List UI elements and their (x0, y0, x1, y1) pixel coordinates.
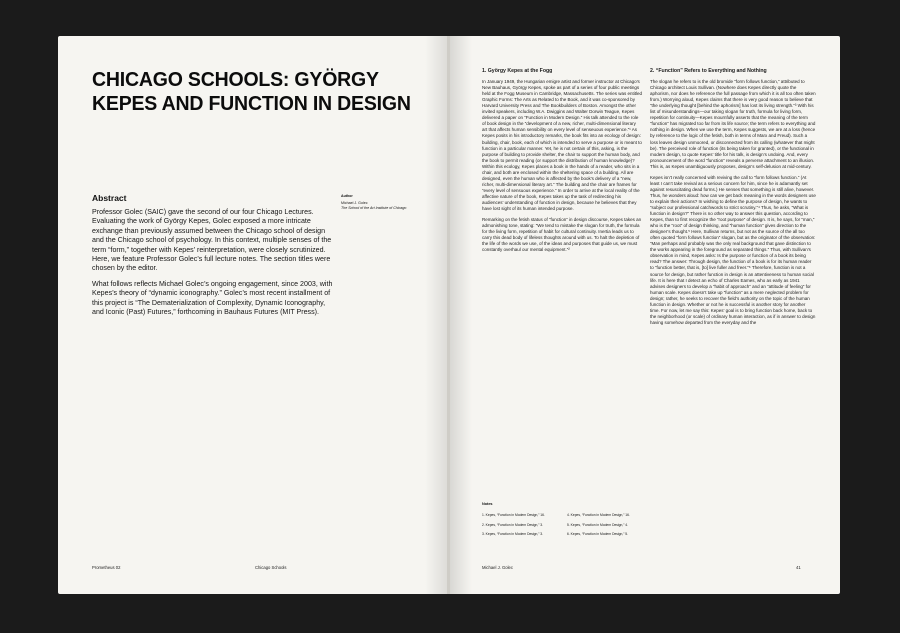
notes-section (482, 502, 642, 537)
abstract-body (92, 208, 336, 323)
section-heading: 1. György Kepes at the Fogg (482, 68, 553, 74)
body-paragraph: Kepes isn’t really concerned with reviving the call to “form follows function.” (At least I can’t take revival as a serious concern for him, since he is adamantly set against resuscitating dead forms.) He senses that something is still alive, however. Thus, he wonders aloud: how can we get back meaning in the words designers use to explain their actions? In wishing to define the purpose of design, he wants to “subject our professional catchwords to strict scrutiny.”⁴ Thus, he asks, “What is function in design?” There is no other way to answer this question, according to Kepes, than to first recognize the “root purpose” of design. It is, he says, for “man,” who is the “root” of design thinking, and “human function” gives direction to the designer’s thought.⁵ Here, Sullivan returns, but not as the source of the all too often quoted “form follows function” slogan, but as the originator of the observation: “Man perhaps and probably was the only real background that gave distinction to the works appearing in the foreground as separated things.” Thus, with Sullivan’s observation in mind, Kepes asks: Is the purpose or function of a book its being read? The answer: Through design, the function of a book is for its human reader to “function better, that is, [to] live fuller and freer.”⁶ Therefore, function is not a source for design, but rather function in design is an attentiveness to human social life. It is here that I detect an echo of Charles Eames, who as early as 1941 advises designers to develop a “habit of approach” and an “attitude of feeling” for human scale. Kepes doesn’t take up “function” as a mere neglected problem for design; rather, he seeks to recover the field’s authority on the topic of the human function in design. Whether or not he is successful is another story for another time. For now, let me say this: Kepes’ goal is to bring function back home, back to the neighborhood (or scale) of ordinary human interaction, as if in answer to design having somehow departed from the everyday and the (650, 174, 816, 325)
magazine-spread (58, 36, 840, 594)
abstract-heading: Abstract (92, 193, 127, 203)
footnote: 5. Kepes, “Function in Modern Design,” 4. (567, 522, 629, 527)
footer-author: Michael J. Golec (482, 565, 513, 570)
footnote: 2. Kepes, “Function in Modern Design,” 3. (482, 522, 544, 527)
footnote: 1. Kepes, “Function in Modern Design,” 16. (482, 513, 545, 517)
author-heading: Author (341, 194, 353, 198)
notes-heading: Notes (482, 502, 493, 506)
footnote: 4. Kepes, “Function in Modern Design,” 16. (567, 513, 630, 517)
left-page (58, 36, 447, 594)
footer-section: Chicago Schools (255, 565, 287, 570)
body-paragraph: Remarking on the fetish status of “function” in design discourse, Kepes takes an admonishing tone, stating: “We tend to mistake the slogan for truth, the formula for the living form, repetition of habit for cultural continuity. Inertia leads us to carry this dead body of lifeless thoughts around with us. To halt the depletion of the life of the words we use, of the ideas and purposes that guide us, we must constantly overhaul our mental equipment.”² (482, 217, 642, 253)
article-title: CHICAGO SCHOOLS: GYÖRGY KEPES AND FUNCTION IN DESIGN (92, 68, 411, 116)
column-1 (482, 68, 642, 258)
right-page (450, 36, 840, 594)
footnote: 6. Kepes, “Function in Modern Design,” 5. (567, 532, 629, 536)
section-heading: 2. “Function” Refers to Everything and Nothing (650, 68, 767, 74)
footnote: 3. Kepes, “Function in Modern Design,” 3. (482, 532, 544, 536)
page-number: 41 (796, 565, 801, 570)
abstract-paragraph: Professor Golec (SAIC) gave the second of our four Chicago Lectures. Evaluating the work of György Kepes, Golec exposed a more intricate exchange than previously assumed between the Chicago school of design and the Chicago school of psychology. In this context, multiple senses of the term “form,” together with Kepes’ reinterpretation, were closely scrutinized. Here, we feature Professor Golec’s full lecture notes. The section titles were chosen by the editor. (92, 208, 332, 273)
gutter-shadow (425, 36, 447, 594)
author-affiliation: The School of the Art Institute of Chicago (341, 206, 407, 210)
body-paragraph: In January 1949, the Hungarian emigre artist and former instructor at Chicago’s New Bauhaus, György Kepes, spoke as part of a series of four public meetings held at the Fogg Museum in Cambridge, Massachusetts. The series was entitled Graphic Forms: The Arts as Related to the Book, and it was co-sponsored by Harvard University Press and The Bookbuilders of Boston. Amongst the other invited speakers, including W.A. Dwiggins and Walter Dorwin Teague, Kepes delivered a paper on “Function in Modern Design.” His talk attended to the role of book design in the “development of a new, richer, multi-dimensional literary art that affects human sensibility on every level of senseuous experience.”¹ As Kepes posits in his introductory remarks, the book fits into an ecology of design: building, chair, book, each of which is intended to serve a purpose or is meant to function in a particular manner. Yet, he is not certain of this, asking, is the purpose of building to provide shelter, the chair to support the human body, and the book to permit reading (or support the distribution of human knowledge)? Within this ecology, Kepes places a book in the hands of a reader, who sits in a chair, and both are enclosed within the sheltering space of a building. All are designed, even the human who is affected by the book’s delivery of a “new, richer, multi-dimensional literary art.” The building and the chair are frames for “every level of sensuous experience.” In order to arrive at the local reality of the affective nature of the book, Kepes takes up the task of redirecting his audiences’ understanding of function in design, because he believes that they have lost sight of its human intended purpose. (482, 79, 642, 212)
notes-list (482, 513, 642, 537)
author-name: Michael J. Golec (341, 201, 368, 205)
author-info (341, 194, 441, 211)
abstract-paragraph: What follows reflects Michael Golec’s ongoing engagement, since 2003, with Kepes’s theory of “dynamic iconography.” Golec’s most recent installment of this project is “The Dematerialization of Complexity, Dynamic Iconography, and Iconic (Past) Futures,” forthcoming in Bauhaus Futures (MIT Press). (92, 279, 333, 317)
footer-journal: Prometheus 02 (92, 565, 121, 570)
body-paragraph: The slogan he refers to is the old bromide “form follows function,” attributed to Chicago architect Louis Sullivan. (Nowhere does Kepes directly quote the aphorism, nor does he reference the full passage from which it is all too often taken from.) Worrying aloud, Kepes claims that there is very good reason to believe that “the underlying thought [behind the aphorism] has lost its living strength.”³ With his list of misunderstandings—our taking slogan for truth, formula for living form, repetition for continuity—Kepes mournfully asserts that the meaning of the term “function” has migrated too far from its life source; the term refers to everything and nothing in design. When we use the term, Kepes suggests, we are at a loss (hence by reference to the logic of the fetish, both in terms of Marx and Freud). Such a loss leaves design unmoored, or disconnected from its calling (whatever that might be). The perceived role of function (its being taken for granted), or the functional in modern design, to quote Kepes’ title for his talk, is design’s undoing. And, every pronouncement of the word “function” reveals a perverse attachment to an illusion. This is, as Kepes unambiguously proposes, design’s self-delusion at mid-century. (650, 79, 816, 169)
gutter-shadow (450, 36, 472, 594)
column-2 (650, 68, 816, 331)
